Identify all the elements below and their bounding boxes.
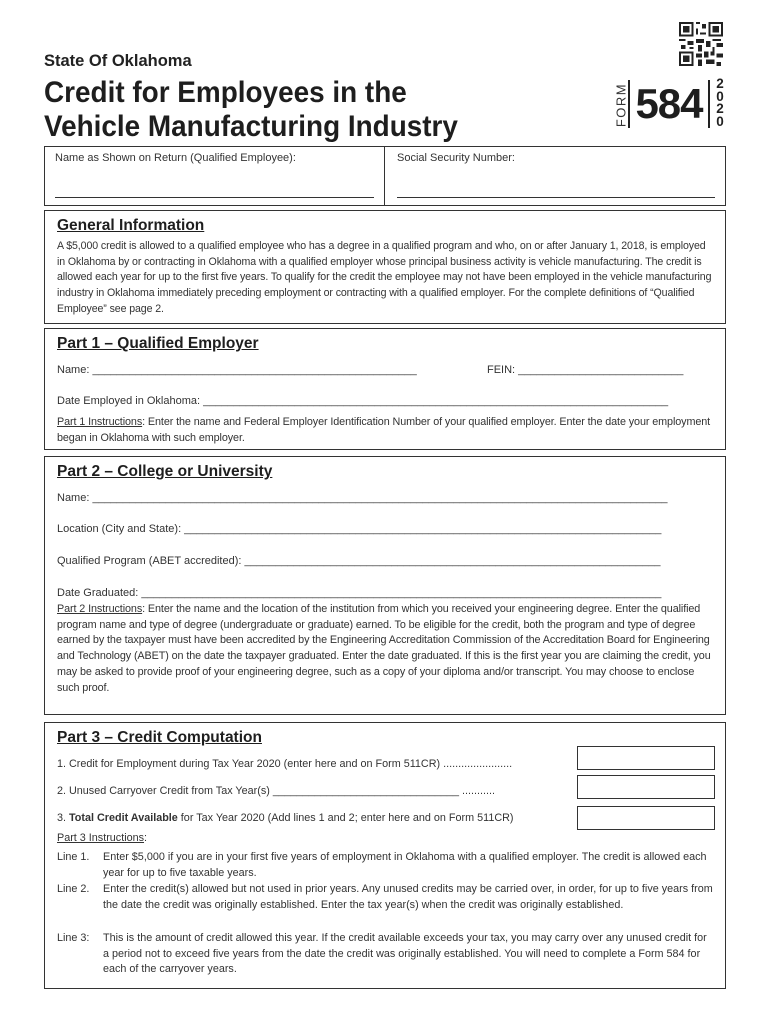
ssn-label: Social Security Number:: [397, 152, 515, 164]
form-year-digit: 0: [716, 113, 724, 129]
college-name-field[interactable]: Name: ______________________________________________________________________________________________: [57, 492, 668, 504]
ssn-field-line[interactable]: [397, 197, 715, 198]
line1-instruction-number: Line 1.: [57, 851, 90, 863]
line3-amount-field[interactable]: [577, 806, 715, 830]
line2-instruction: [57, 882, 713, 913]
part1-instructions-label: Part 1 Instructions: [57, 416, 143, 428]
qualified-program-field[interactable]: Qualified Program (ABET accredited): ____________________________________________________________________: [57, 555, 661, 567]
line2-label[interactable]: 2. Unused Carryover Credit from Tax Year(s) _______________________________ ...........: [57, 785, 495, 797]
state-name: State Of Oklahoma: [44, 52, 192, 70]
line1-label: 1. Credit for Employment during Tax Year 2020 (enter here and on Form 511CR) .......................: [57, 758, 513, 770]
line3-instruction: [57, 931, 713, 978]
form-title-line2: Vehicle Manufacturing Industry: [44, 110, 458, 143]
part1-heading: Part 1 – Qualified Employer: [57, 335, 259, 352]
line2-instruction-number: Line 2.: [57, 883, 90, 895]
form-year: [714, 78, 726, 128]
name-cell[interactable]: [45, 147, 385, 205]
part3-instructions-label: Part 3 Instructions: [57, 832, 145, 844]
part2-instructions-label: Part 2 Instructions: [57, 603, 143, 615]
general-information-text: A $5,000 credit is allowed to a qualified employee who has a degree in a qualified program and who, on or after January 1, 2018, is employed in Oklahoma by or contracting in Oklahoma with a qualified employer whose principal business activity is vehicle manufacturing. The credit is allowed each year for up to the first five years. To qualify for the credit the employee may not have been employed in the vehicle manufacturing industry in Oklahoma immediately preceding employment or contracting with a qualified employer. For the complete definitions of “Qualified Employee” see page 2.: [57, 240, 712, 315]
line3-instruction-number: Line 3:: [57, 932, 90, 944]
name-field-line[interactable]: [55, 197, 374, 198]
ssn-cell[interactable]: [385, 147, 725, 205]
form-title: [44, 76, 458, 144]
form-year-digit: 0: [716, 88, 724, 104]
general-information-heading: General Information: [57, 217, 205, 234]
line3-instruction-text: This is the amount of credit allowed this year. If the credit available exceeds your tax, you may carry over any unused credit for a period not to exceed five years from the date the credit was originally established. You will need to complete a Form 584 for each of the carryover years.: [103, 932, 707, 976]
part2-instructions: [57, 602, 713, 696]
line1-amount-field[interactable]: [577, 746, 715, 770]
form-number: 584: [628, 80, 710, 128]
date-employed-field[interactable]: Date Employed in Oklahoma: ____________________________________________________________________________: [57, 395, 669, 407]
line2-instruction-text: Enter the credit(s) allowed but not used in prior years. Any unused credits may be carried over, in order, for up to five years from the date the credit was originally established. Enter the tax year(s) when the credit was originally established.: [103, 883, 713, 911]
employer-fein-field[interactable]: FEIN: ___________________________: [487, 364, 684, 376]
line1-instruction-text: Enter $5,000 if you are in your first five years of employment in Oklahoma with a qualified employer. The credit is allowed each year for up to five taxable years.: [103, 851, 707, 879]
part2-heading: Part 2 – College or University: [57, 463, 273, 480]
line3-number: 3.: [57, 812, 70, 824]
general-information-section: [44, 210, 726, 324]
form-title-line1: Credit for Employees in the: [44, 76, 407, 109]
line3-label: [57, 812, 514, 824]
line3-rest-label: for Tax Year 2020 (Add lines 1 and 2; enter here and on Form 511CR): [177, 812, 514, 824]
line1-instruction: [57, 850, 713, 881]
part2-instructions-text: : Enter the name and the location of the institution from which you received your engineering degree. Enter the qualified program name and type of degree (undergraduate or graduate) earned. To be eligible for the credit, both the program and type of degree earned by the taxpayer must have been accredited by the Engineering Accreditation Commission of the Accreditation Board for Engineering and Technology (ABET) on the date the taxpayer graduated. Enter the date graduated. If this is the first year you are claiming the credit, you may be asked to provide proof of your engineering degree, such as a copy of your diploma and/or transcript. You may choose to enclose such proof.: [57, 603, 711, 694]
college-location-field[interactable]: Location (City and State): ______________________________________________________________________________: [57, 523, 662, 535]
line3-bold-label: Total Credit Available: [69, 812, 178, 824]
form-word-text: FORM: [613, 82, 629, 128]
part2-section: [44, 456, 726, 715]
part3-instructions-heading: [57, 832, 147, 844]
part1-section: [44, 328, 726, 450]
qr-code-icon: [679, 22, 723, 66]
part3-instructions-colon: :: [144, 832, 148, 844]
date-graduated-field[interactable]: Date Graduated: _____________________________________________________________________________________: [57, 587, 662, 599]
employer-name-field[interactable]: Name: _____________________________________________________: [57, 364, 417, 376]
part1-instructions-text: : Enter the name and Federal Employer Identification Number of your qualified employer. Enter the date your employment began in Oklahoma with such employer.: [57, 416, 711, 444]
name-label: Name as Shown on Return (Qualified Employee):: [55, 152, 296, 164]
form-year-digit: 2: [716, 76, 724, 91]
line2-amount-field[interactable]: [577, 775, 715, 799]
part3-heading: Part 3 – Credit Computation: [57, 729, 262, 746]
part1-instructions: [57, 415, 713, 446]
taxpayer-info-box: [44, 146, 726, 206]
form-year-digit: 2: [716, 101, 724, 116]
